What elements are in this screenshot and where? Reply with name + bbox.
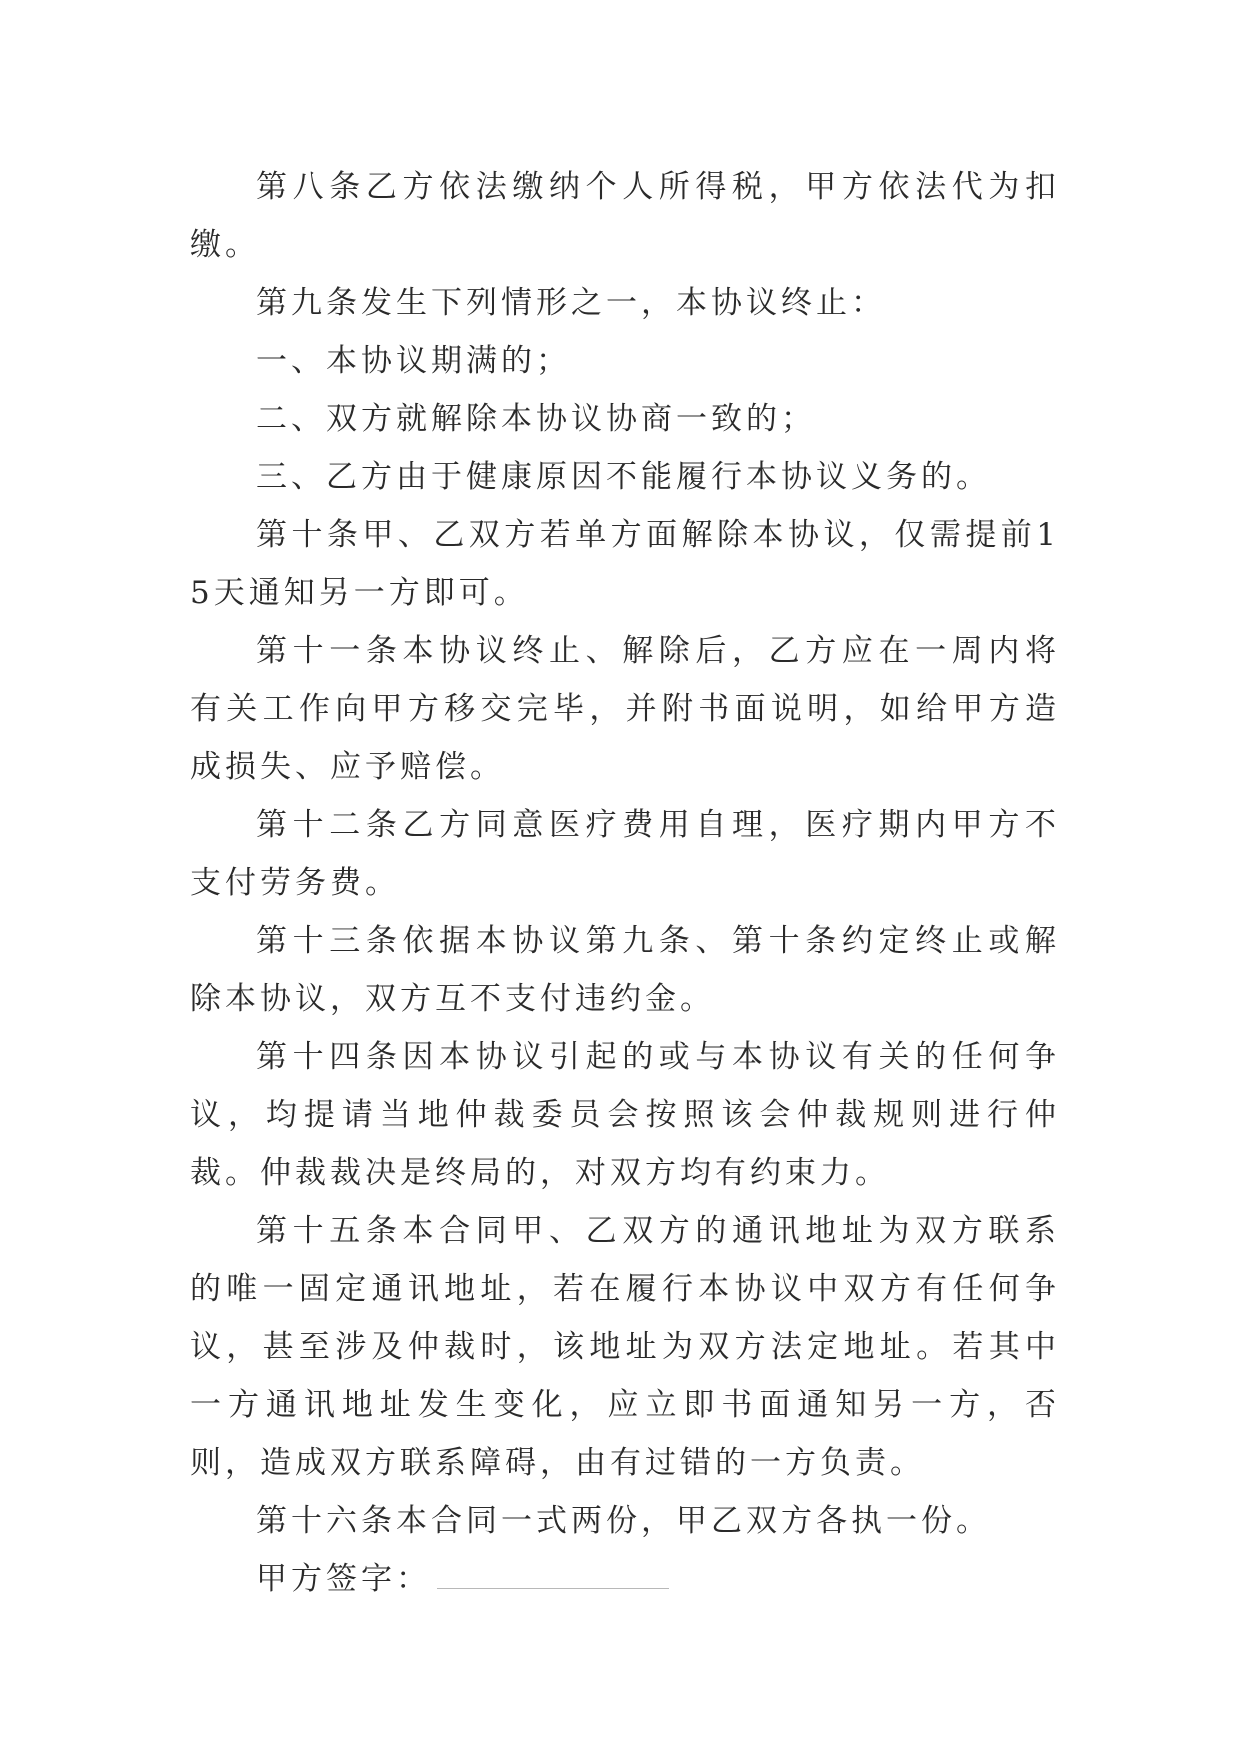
clause-9-item-1: 一、本协议期满的； <box>256 343 571 379</box>
clause-9-item-2: 二、双方就解除本协议协商一致的； <box>256 401 816 437</box>
signature-label: 甲方签字： <box>256 1561 431 1597</box>
clause-13: 第十三条依据本协议第九条、第十条约定终止或解除本协议，双方互不支付违约金。 <box>190 923 1060 1017</box>
signature-line <box>437 1556 669 1589</box>
signature-row <box>190 1550 1060 1608</box>
clause-12: 第十二条乙方同意医疗费用自理，医疗期内甲方不支付劳务费。 <box>190 807 1060 901</box>
clause-11: 第十一条本协议终止、解除后，乙方应在一周内将有关工作向甲方移交完毕，并附书面说明，如给甲方造成损失、应予赔偿。 <box>190 633 1060 785</box>
clause-9-item-3: 三、乙方由于健康原因不能履行本协议义务的。 <box>256 459 991 495</box>
clause-14: 第十四条因本协议引起的或与本协议有关的任何争议，均提请当地仲裁委员会按照该会仲裁规则进行仲裁。仲裁裁决是终局的，对双方均有约束力。 <box>190 1039 1060 1191</box>
document-body <box>190 158 1060 1608</box>
clause-9: 第九条发生下列情形之一，本协议终止： <box>256 285 886 321</box>
clause-16: 第十六条本合同一式两份，甲乙双方各执一份。 <box>256 1503 991 1539</box>
clause-8: 第八条乙方依法缴纳个人所得税，甲方依法代为扣缴。 <box>190 169 1060 263</box>
clause-10: 第十条甲、乙双方若单方面解除本协议，仅需提前15天通知另一方即可。 <box>190 517 1060 611</box>
clause-15: 第十五条本合同甲、乙双方的通讯地址为双方联系的唯一固定通讯地址，若在履行本协议中双方有任何争议，甚至涉及仲裁时，该地址为双方法定地址。若其中一方通讯地址发生变化，应立即书面通知另一方，否则，造成双方联系障碍，由有过错的一方负责。 <box>190 1213 1060 1481</box>
